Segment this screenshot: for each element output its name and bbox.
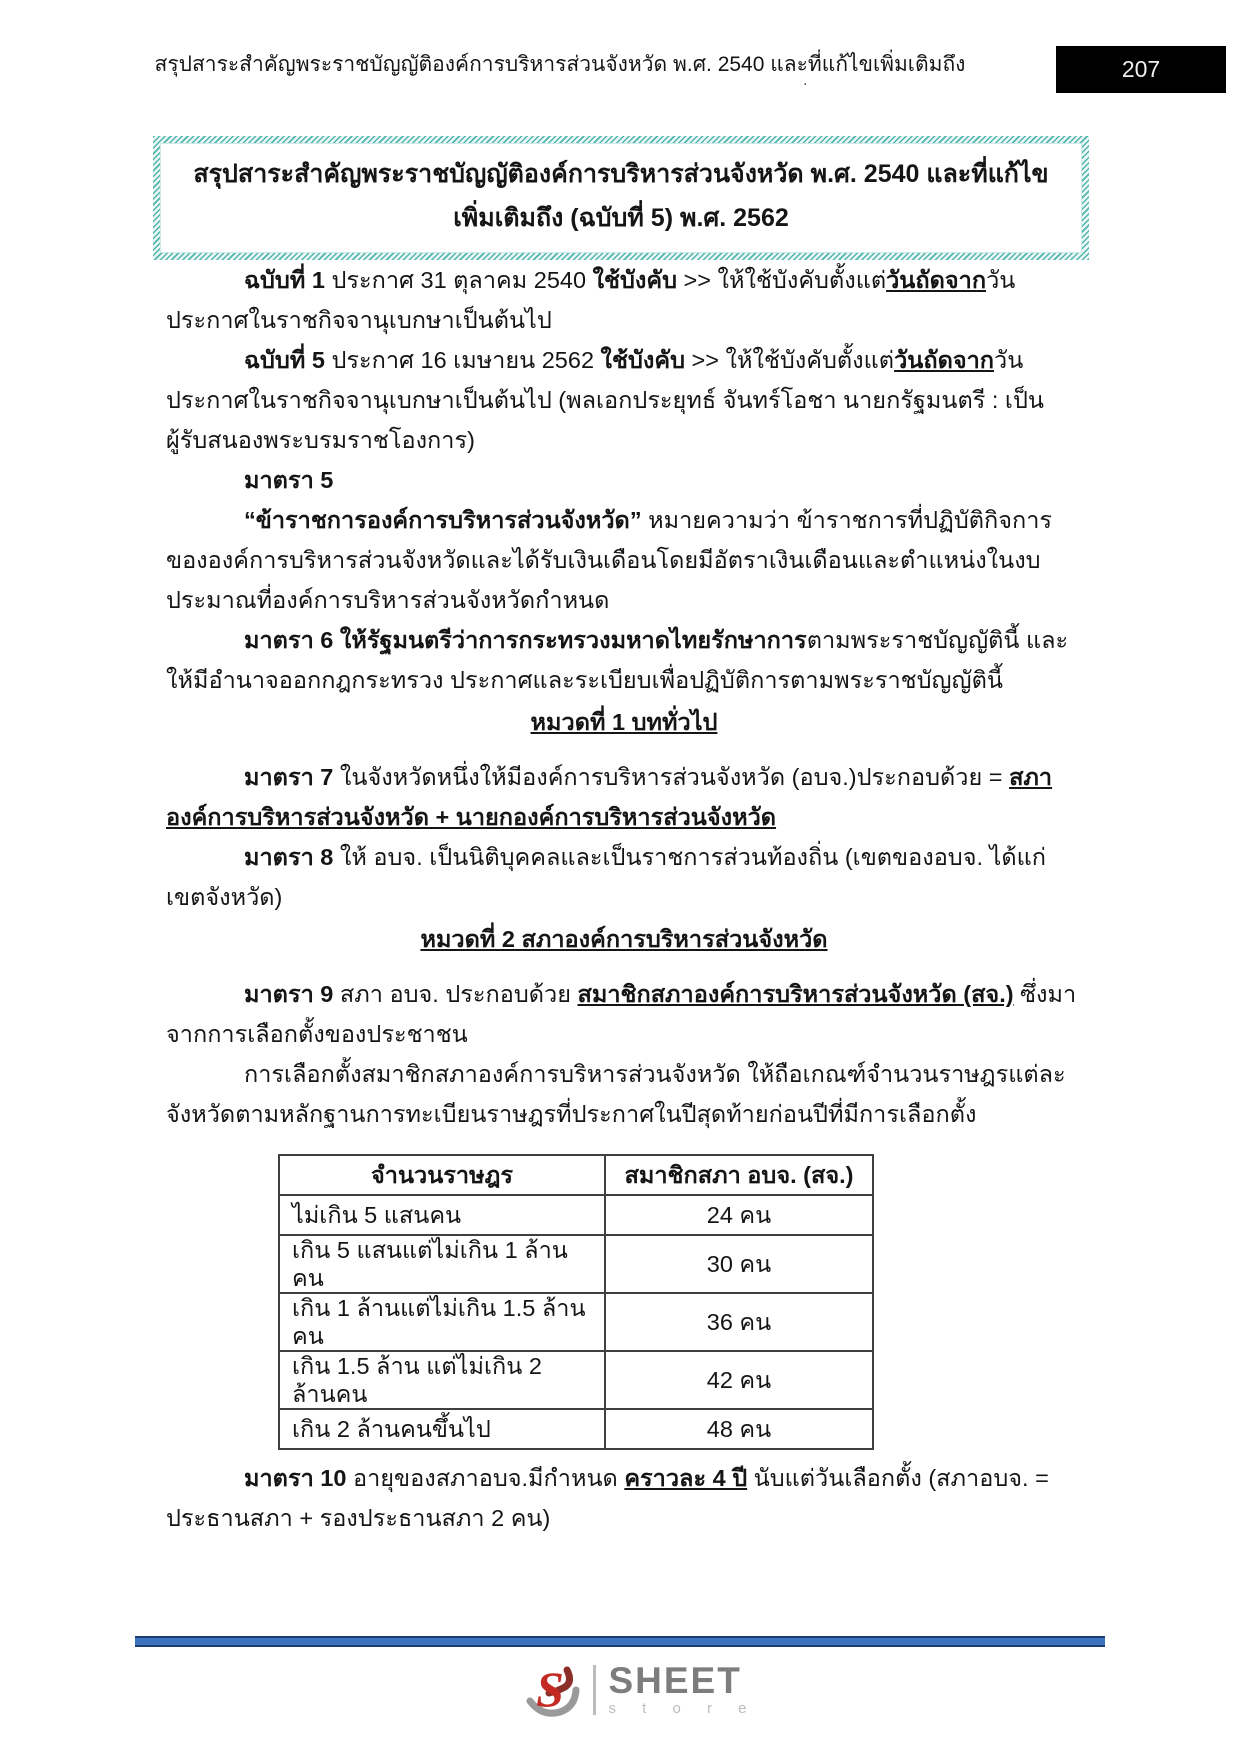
section-heading: หมวดที่ 2 สภาองค์การบริหารส่วนจังหวัด	[420, 926, 828, 952]
text-segment: “ข้าราชการองค์การบริหารส่วนจังหวัด”	[244, 507, 642, 533]
text-segment: ให้ อบจ. เป็นนิติบุคคลและเป็นราชการส่วนท้องถิ่น (เขตของอบจ. ได้แก่ เขตจังหวัด)	[166, 844, 1047, 910]
text-segment: อายุของสภาอบจ.มีกำหนด	[346, 1465, 625, 1491]
text-segment: ประกาศ 16 เมษายน 2562	[324, 347, 601, 373]
paragraph	[166, 757, 1082, 837]
table-cell: 36 คน	[605, 1293, 873, 1351]
text-segment: มาตรา 6 ให้รัฐมนตรีว่าการกระทรวงมหาดไทยรักษาการ	[244, 627, 807, 653]
paragraph	[166, 974, 1082, 1054]
page-number: 207	[1121, 56, 1161, 82]
text-segment: หมายความว่า ข้าราชการที่ปฏิบัติกิจการขององค์การบริหารส่วนจังหวัดและได้รับเงินเดือนโดยมีอัตราเงินเดือนและตำแหน่งในงบประมาณที่องค์การบริหารส่วนจังหวัดกำหนด	[166, 507, 1053, 613]
paragraph	[166, 1458, 1082, 1538]
logo-title: SHEET	[608, 1659, 742, 1701]
paragraph	[166, 260, 1082, 340]
table-header-cell: สมาชิกสภา อบจ. (สจ.)	[605, 1155, 873, 1195]
document-title: สรุปสาระสำคัญพระราชบัญญัติองค์การบริหารส่วนจังหวัด พ.ศ. 2540 และที่แก้ไขเพิ่มเติมถึง (ฉบับที่ 5) พ.ศ. 2562	[160, 143, 1082, 253]
stray-dot: .	[803, 72, 808, 89]
text-segment: >> ให้ใช้บังคับตั้งแต่	[677, 267, 887, 293]
table-cell: 24 คน	[605, 1195, 873, 1235]
text-segment: สมาชิกสภาองค์การบริหารส่วนจังหวัด (สจ.)	[577, 981, 1014, 1007]
text-segment: มาตรา 8	[244, 844, 334, 870]
footer-divider-bar	[135, 1636, 1105, 1647]
text-segment: ฉบับที่ 1	[244, 267, 325, 293]
text-segment: >> ให้ใช้บังคับตั้งแต่	[685, 347, 895, 373]
paragraph	[166, 500, 1082, 620]
text-segment: นับแต่วันเลือกตั้ง (สภาอบจ. = ประธานสภา + รองประธานสภา 2 คน)	[166, 1465, 1049, 1531]
paragraph	[166, 837, 1082, 917]
table-header-cell: จำนวนราษฎร	[279, 1155, 605, 1195]
section-heading: หมวดที่ 1 บททั่วไป	[530, 709, 718, 735]
text-segment: สภา อบจ. ประกอบด้วย	[333, 981, 578, 1007]
table-row	[279, 1235, 873, 1293]
table-cell: 42 คน	[605, 1351, 873, 1409]
text-segment: วันถัดจาก	[894, 347, 995, 373]
document-body	[166, 260, 1082, 1538]
page-number-badge	[1056, 46, 1226, 93]
title-box	[153, 136, 1089, 260]
table-row	[279, 1293, 873, 1351]
sheet-store-logo	[0, 1655, 1241, 1725]
text-segment: สภาองค์การบริหารส่วนจังหวัด + นายกองค์การบริหารส่วนจังหวัด	[166, 764, 1053, 830]
text-segment: มาตรา 7	[244, 764, 334, 790]
table-row	[279, 1351, 873, 1409]
text-segment: มาตรา 10	[244, 1465, 347, 1491]
text-segment: ใช้บังคับ	[600, 347, 685, 373]
table-cell: ไม่เกิน 5 แสนคน	[279, 1195, 605, 1235]
table-row	[279, 1409, 873, 1449]
svg-text:S: S	[536, 1661, 565, 1717]
text-segment: การเลือกตั้งสมาชิกสภาองค์การบริหารส่วนจังหวัด ให้ถือเกณฑ์จำนวนราษฎรแต่ละจังหวัดตามหลักฐานการทะเบียนราษฎรที่ประกาศในปีสุดท้ายก่อนปีที่มีการเลือกตั้ง	[166, 1061, 1066, 1127]
text-segment: คราวละ 4 ปี	[624, 1465, 748, 1491]
paragraph	[166, 460, 1082, 500]
text-segment: วันประกาศในราชกิจจานุเบกษาเป็นต้นไป (พลเอกประยุทธ์ จันทร์โอชา นายกรัฐมนตรี : เป็นผู้รับสนองพระบรมราชโองการ)	[166, 347, 1044, 453]
table-header-row	[279, 1155, 873, 1195]
text-segment: ในจังหวัดหนึ่งให้มีองค์การบริหารส่วนจังหวัด (อบจ.)ประกอบด้วย =	[333, 764, 1010, 790]
text-segment: ซึ่งมาจากการเลือกตั้งของประชาชน	[166, 981, 1077, 1047]
text-segment: มาตรา 9	[244, 981, 334, 1007]
text-segment: มาตรา 5	[244, 467, 334, 493]
logo-divider	[593, 1665, 596, 1715]
text-segment: วันประกาศในราชกิจจานุเบกษาเป็นต้นไป	[166, 267, 1016, 333]
logo-s-icon	[523, 1660, 581, 1720]
text-segment: ตามพระราชบัญญัตินี้ และให้มีอำนาจออกกฎกระทรวง ประกาศและระเบียบเพื่อปฏิบัติการตามพระราชบัญญัตินี้	[166, 627, 1069, 693]
text-segment: ฉบับที่ 5	[244, 347, 325, 373]
population-members-table	[278, 1154, 874, 1450]
table-cell: 48 คน	[605, 1409, 873, 1449]
paragraph	[166, 340, 1082, 460]
paragraph	[166, 1054, 1082, 1134]
logo-subtitle: s t o r e	[608, 1699, 758, 1717]
table-cell: เกิน 5 แสนแต่ไม่เกิน 1 ล้านคน	[279, 1235, 605, 1293]
text-segment: ใช้บังคับ	[592, 267, 678, 293]
table-cell: 30 คน	[605, 1235, 873, 1293]
text-segment: วันถัดจาก	[886, 267, 987, 293]
running-header-title: สรุปสาระสำคัญพระราชบัญญัติองค์การบริหารส่วนจังหวัด พ.ศ. 2540 และที่แก้ไขเพิ่มเติมถึง	[154, 53, 966, 76]
paragraph	[166, 620, 1082, 700]
table-cell: เกิน 1 ล้านแต่ไม่เกิน 1.5 ล้านคน	[279, 1293, 605, 1351]
table-row	[279, 1195, 873, 1235]
table-cell: เกิน 2 ล้านคนขึ้นไป	[279, 1409, 605, 1449]
table-cell: เกิน 1.5 ล้าน แต่ไม่เกิน 2 ล้านคน	[279, 1351, 605, 1409]
text-segment: ประกาศ 31 ตุลาคม 2540	[324, 267, 593, 293]
